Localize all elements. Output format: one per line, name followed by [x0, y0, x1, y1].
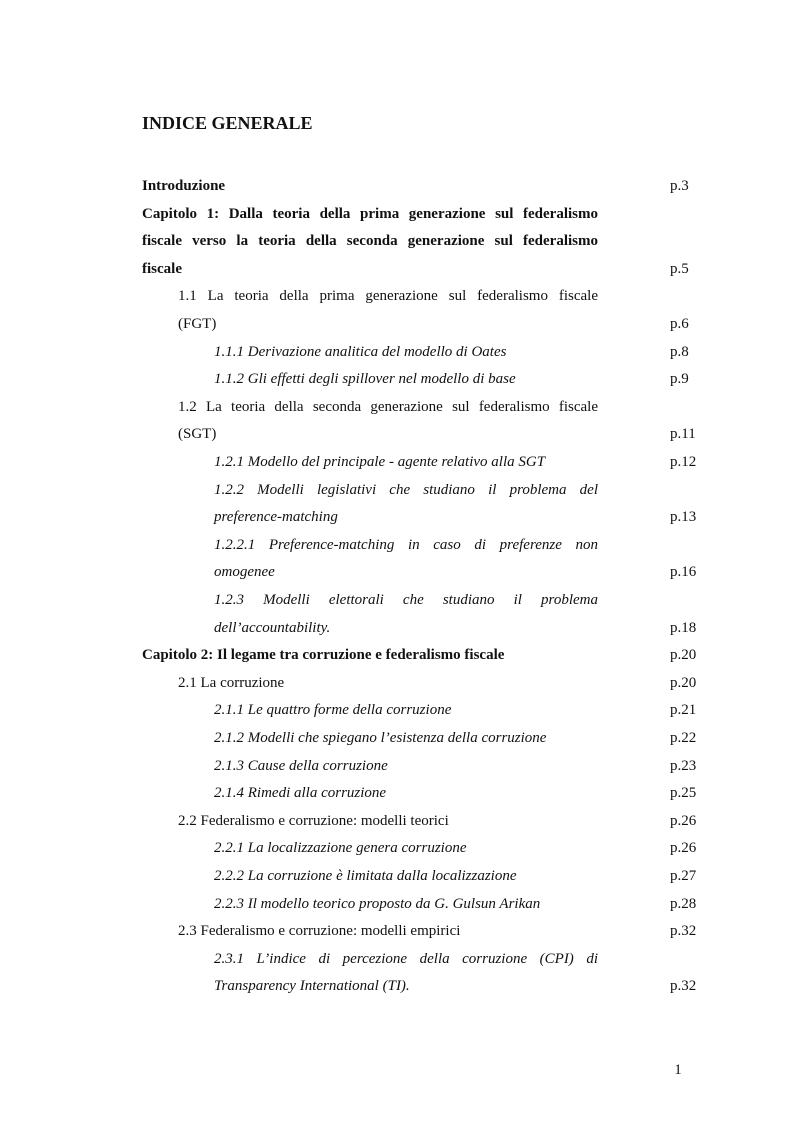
toc-entry-line	[0, 669, 793, 697]
toc-entry-line	[0, 724, 793, 752]
toc-entry-line	[0, 641, 793, 669]
toc-entry-page: p.21	[670, 702, 697, 719]
toc-entry-line	[0, 227, 793, 255]
toc-entry-page: p.20	[670, 674, 697, 691]
toc-entry-text: omogenee	[214, 564, 275, 581]
toc-entry-page: p.9	[670, 371, 689, 388]
toc-entry-text: preference-matching	[214, 509, 338, 526]
toc-entry-line	[0, 338, 793, 366]
toc-entry-page: p.18	[670, 619, 697, 636]
toc-entry-line	[0, 972, 793, 1000]
toc-entry-text: 2.2.2 La corruzione è limitata dalla localizzazione	[214, 868, 517, 884]
toc-entry-line	[0, 890, 793, 918]
toc-entry-text: 2.1.3 Cause della corruzione	[214, 757, 388, 774]
toc-entry-page: p.12	[670, 454, 697, 470]
toc-entry-text: fiscale	[142, 260, 182, 277]
toc-entry-page: p.20	[670, 647, 697, 664]
page-title: INDICE GENERALE	[142, 113, 313, 133]
toc-entry-text: 1.2.2 Modelli legislativi che studiano il problema del	[214, 481, 598, 498]
toc-entry-text: 2.1.1 Le quattro forme della corruzione	[214, 702, 452, 719]
toc-entry-line	[0, 200, 793, 228]
toc-entry-text: 1.2 La teoria della seconda generazione sul federalismo fiscale	[178, 398, 598, 415]
toc-entry-line	[0, 393, 793, 421]
toc-entry-text: 2.3 Federalismo e corruzione: modelli empirici	[178, 923, 461, 940]
toc-entry-line	[0, 476, 793, 504]
toc-entry-text: 2.3.1 L’indice di percezione della corruzione (CPI) di	[214, 950, 598, 967]
toc-entry-page: p.13	[670, 509, 697, 526]
toc-entry-page: p.25	[670, 785, 697, 802]
toc-entry-line	[0, 503, 793, 531]
toc-entry-text: Capitolo 2: Il legame tra corruzione e federalismo fiscale	[142, 647, 505, 664]
toc-entry-text: 1.2.2.1 Preference-matching in caso di preferenze non	[214, 536, 598, 553]
toc-entry-line	[0, 448, 793, 476]
toc-entry-line	[0, 752, 793, 780]
toc-entry-page: p.22	[670, 730, 697, 746]
toc-entry-page: p.28	[670, 895, 697, 912]
toc-entry-line	[0, 586, 793, 614]
toc-entry-line	[0, 255, 793, 283]
toc-entry-page: p.32	[670, 978, 697, 995]
toc-entry-text: (SGT)	[178, 426, 217, 443]
toc-entry-page: p.8	[670, 343, 689, 360]
toc-entry-text: 1.1 La teoria della prima generazione sul federalismo fiscale	[178, 288, 598, 305]
toc-entry-page: p.16	[670, 564, 697, 581]
toc-entry-text: Introduzione	[142, 178, 226, 194]
toc-entry-text: 2.2.3 Il modello teorico proposto da G. Gulsun Arikan	[214, 895, 541, 912]
toc-entry-text: 2.1.4 Rimedi alla corruzione	[214, 785, 387, 802]
toc-entry-page: p.5	[670, 260, 689, 277]
toc-entry-line	[0, 558, 793, 586]
toc-entry-text: 2.1 La corruzione	[178, 674, 285, 691]
toc-entry-page: p.23	[670, 757, 697, 774]
toc-entry-text: dell’accountability.	[214, 619, 331, 636]
toc-entry-line	[0, 282, 793, 310]
toc-entry-text: (FGT)	[178, 316, 217, 332]
toc-entry-page: p.32	[670, 923, 697, 940]
toc-entry-line	[0, 807, 793, 835]
toc-entry-page: p.3	[670, 178, 689, 194]
toc-entry-text: fiscale verso la teoria della seconda generazione sul federalismo	[142, 233, 598, 250]
toc-entry-line	[0, 614, 793, 642]
toc-entry-text: 2.2 Federalismo e corruzione: modelli teorici	[178, 812, 449, 829]
toc-entry-line	[0, 420, 793, 448]
toc-entry-text: 1.2.3 Modelli elettorali che studiano il problema	[214, 592, 598, 608]
toc-entry-page: p.27	[670, 868, 697, 884]
toc-entry-line	[0, 945, 793, 973]
toc-entry-line	[0, 834, 793, 862]
toc-entry-text: 1.1.1 Derivazione analitica del modello di Oates	[214, 343, 507, 360]
toc-entry-line	[0, 696, 793, 724]
toc-entry-text: 1.2.1 Modello del principale - agente relativo alla SGT	[214, 454, 546, 470]
toc-entry-line	[0, 365, 793, 393]
toc-entry-text: Transparency International (TI).	[214, 978, 410, 995]
toc-entry-page: p.26	[670, 812, 697, 829]
toc-entry-line	[0, 172, 793, 200]
toc-entry-text: Capitolo 1: Dalla teoria della prima generazione sul federalismo	[142, 205, 598, 222]
toc-entry-page: p.6	[670, 316, 689, 332]
toc-entry-text: 1.1.2 Gli effetti degli spillover nel modello di base	[214, 371, 516, 388]
toc-entry-line	[0, 310, 793, 338]
toc-entry-line	[0, 531, 793, 559]
toc-entry-line	[0, 862, 793, 890]
toc-entry-page: p.11	[670, 426, 696, 443]
toc-entry-line	[0, 779, 793, 807]
toc-entry-text: 2.2.1 La localizzazione genera corruzione	[214, 840, 467, 857]
toc-entry-text: 2.1.2 Modelli che spiegano l’esistenza della corruzione	[214, 730, 547, 746]
page-number: 1	[674, 1062, 682, 1078]
toc-entry-page: p.26	[670, 840, 697, 857]
toc-entry-line	[0, 917, 793, 945]
